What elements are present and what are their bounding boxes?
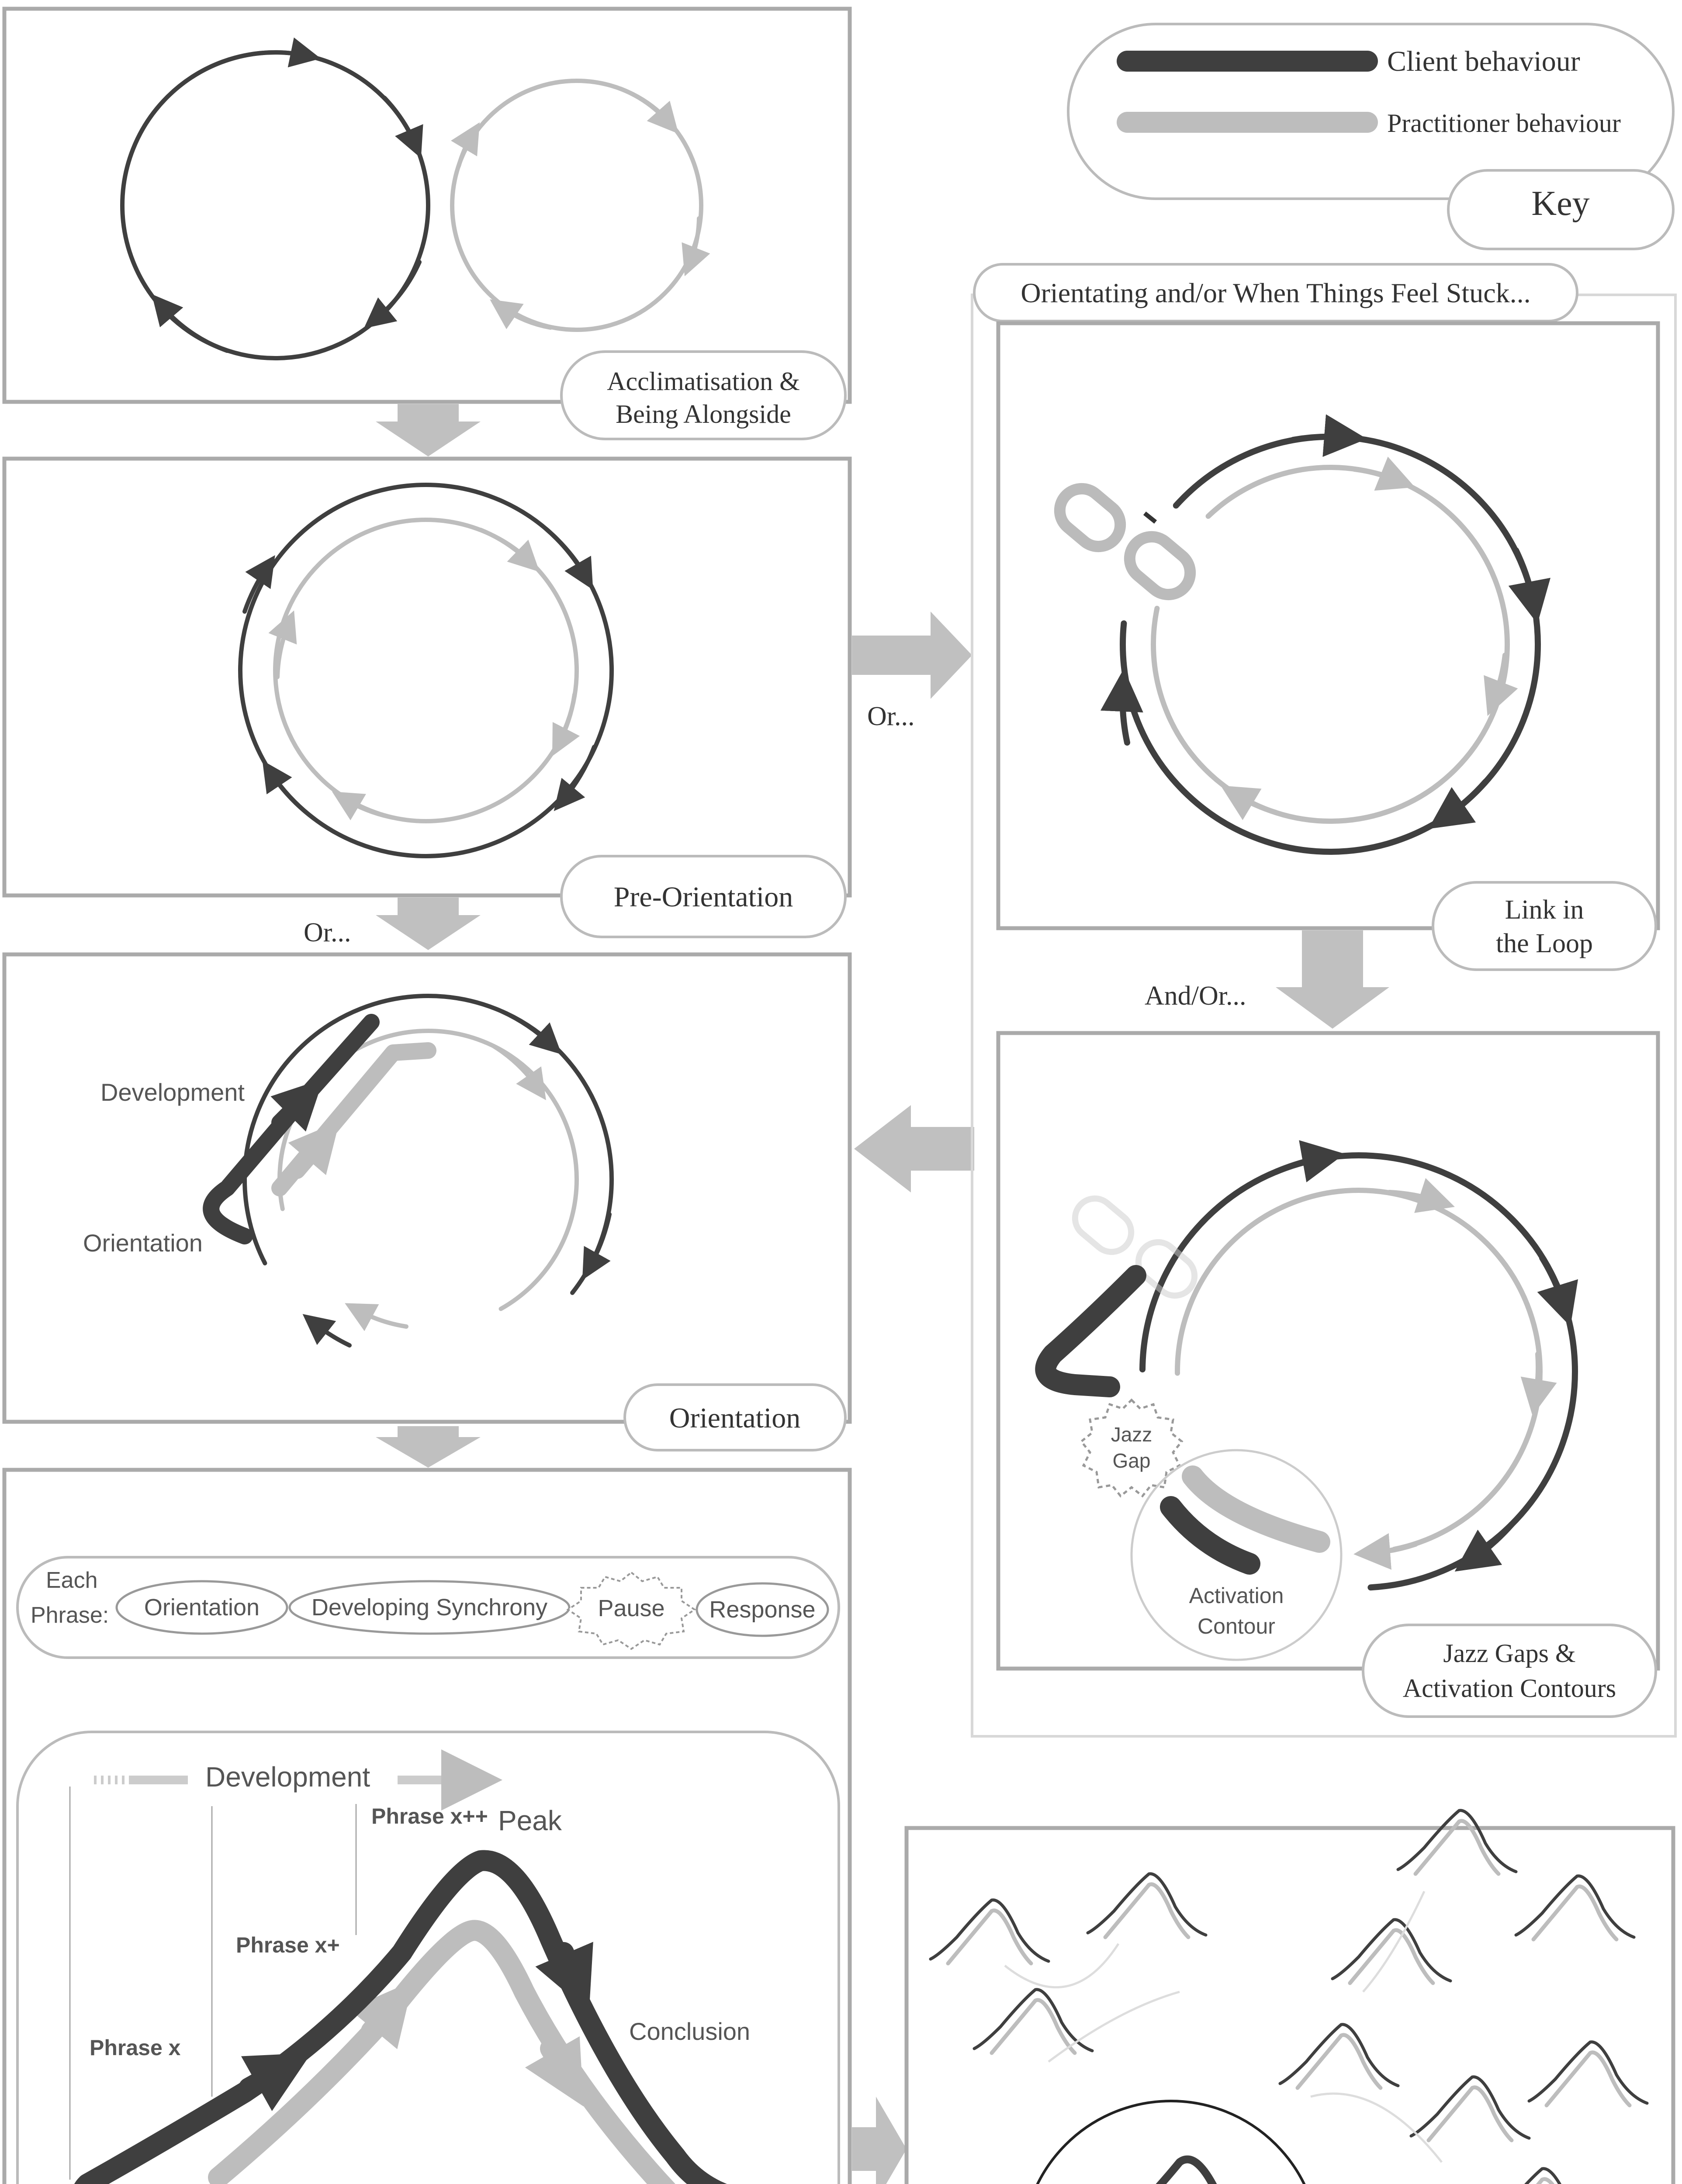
jazz-gaps-label-2: Activation Contours — [1402, 1674, 1616, 1703]
panel-building-game — [4, 1470, 850, 2184]
orientation-tag: Orientation — [83, 1229, 203, 1257]
or-label-right: Or... — [867, 702, 915, 731]
practitioner-key-label: Practitioner behaviour — [1387, 109, 1621, 138]
panel-link-loop — [998, 323, 1658, 928]
arrow-right-2 — [852, 2097, 907, 2184]
peak-label: Peak — [498, 1805, 562, 1836]
and-or-label: And/Or... — [1145, 981, 1246, 1011]
pre-orientation-label: Pre-Orientation — [613, 881, 793, 913]
or-label-down: Or... — [304, 918, 351, 947]
arrow-down-1 — [376, 404, 481, 456]
key-title: Key — [1531, 184, 1590, 223]
each-phrase-label-2: Phrase: — [31, 1603, 109, 1628]
acclimatisation-label-2: Being Alongside — [616, 400, 791, 429]
conclusion-label: Conclusion — [629, 2018, 751, 2045]
acclimatisation-label-1: Acclimatisation & — [607, 367, 800, 396]
link-loop-label-1: Link in — [1505, 895, 1584, 925]
activation-contour-label-1: Activation — [1189, 1583, 1284, 1608]
panel-pre-orientation — [4, 459, 850, 937]
arrow-right-1 — [852, 612, 972, 699]
arrow-down-3 — [376, 1426, 481, 1468]
panel-jazz-gaps — [998, 1033, 1658, 1669]
jazz-gap-label-2: Gap — [1112, 1449, 1151, 1472]
panel-tonescapes — [907, 1811, 1673, 2184]
jazz-gap-label-1: Jazz — [1111, 1423, 1152, 1446]
each-phrase-label-1: Each — [46, 1568, 98, 1593]
phrase-response: Response — [709, 1597, 816, 1623]
phrase-pause: Pause — [598, 1595, 665, 1621]
phrase-x-plus-label: Phrase x+ — [236, 1933, 340, 1957]
stuck-group — [972, 264, 1675, 1736]
jazz-gaps-label-1: Jazz Gaps & — [1443, 1639, 1576, 1668]
arrow-left-1 — [854, 1105, 974, 1192]
stuck-group-title: Orientating and/or When Things Feel Stuck... — [1021, 277, 1531, 308]
phrase-x-label: Phrase x — [90, 2035, 181, 2060]
activation-contour-label-2: Contour — [1197, 1614, 1275, 1638]
arrow-down-4 — [1276, 930, 1389, 1029]
panel-acclimatisation — [4, 9, 850, 439]
orientation-label: Orientation — [669, 1402, 801, 1434]
phrase-developing-synchrony: Developing Synchrony — [311, 1594, 548, 1621]
client-key-label: Client behaviour — [1387, 45, 1580, 77]
arrow-down-2 — [376, 898, 481, 950]
phrase-orientation: Orientation — [144, 1594, 260, 1621]
phrase-x-plus-plus-label: Phrase x++ — [371, 1804, 488, 1828]
development-label: Development — [100, 1078, 245, 1106]
link-loop-label-2: the Loop — [1495, 929, 1593, 958]
panel-orientation — [4, 954, 850, 1450]
key-box — [1068, 24, 1673, 249]
development-axis-label: Development — [205, 1761, 370, 1793]
